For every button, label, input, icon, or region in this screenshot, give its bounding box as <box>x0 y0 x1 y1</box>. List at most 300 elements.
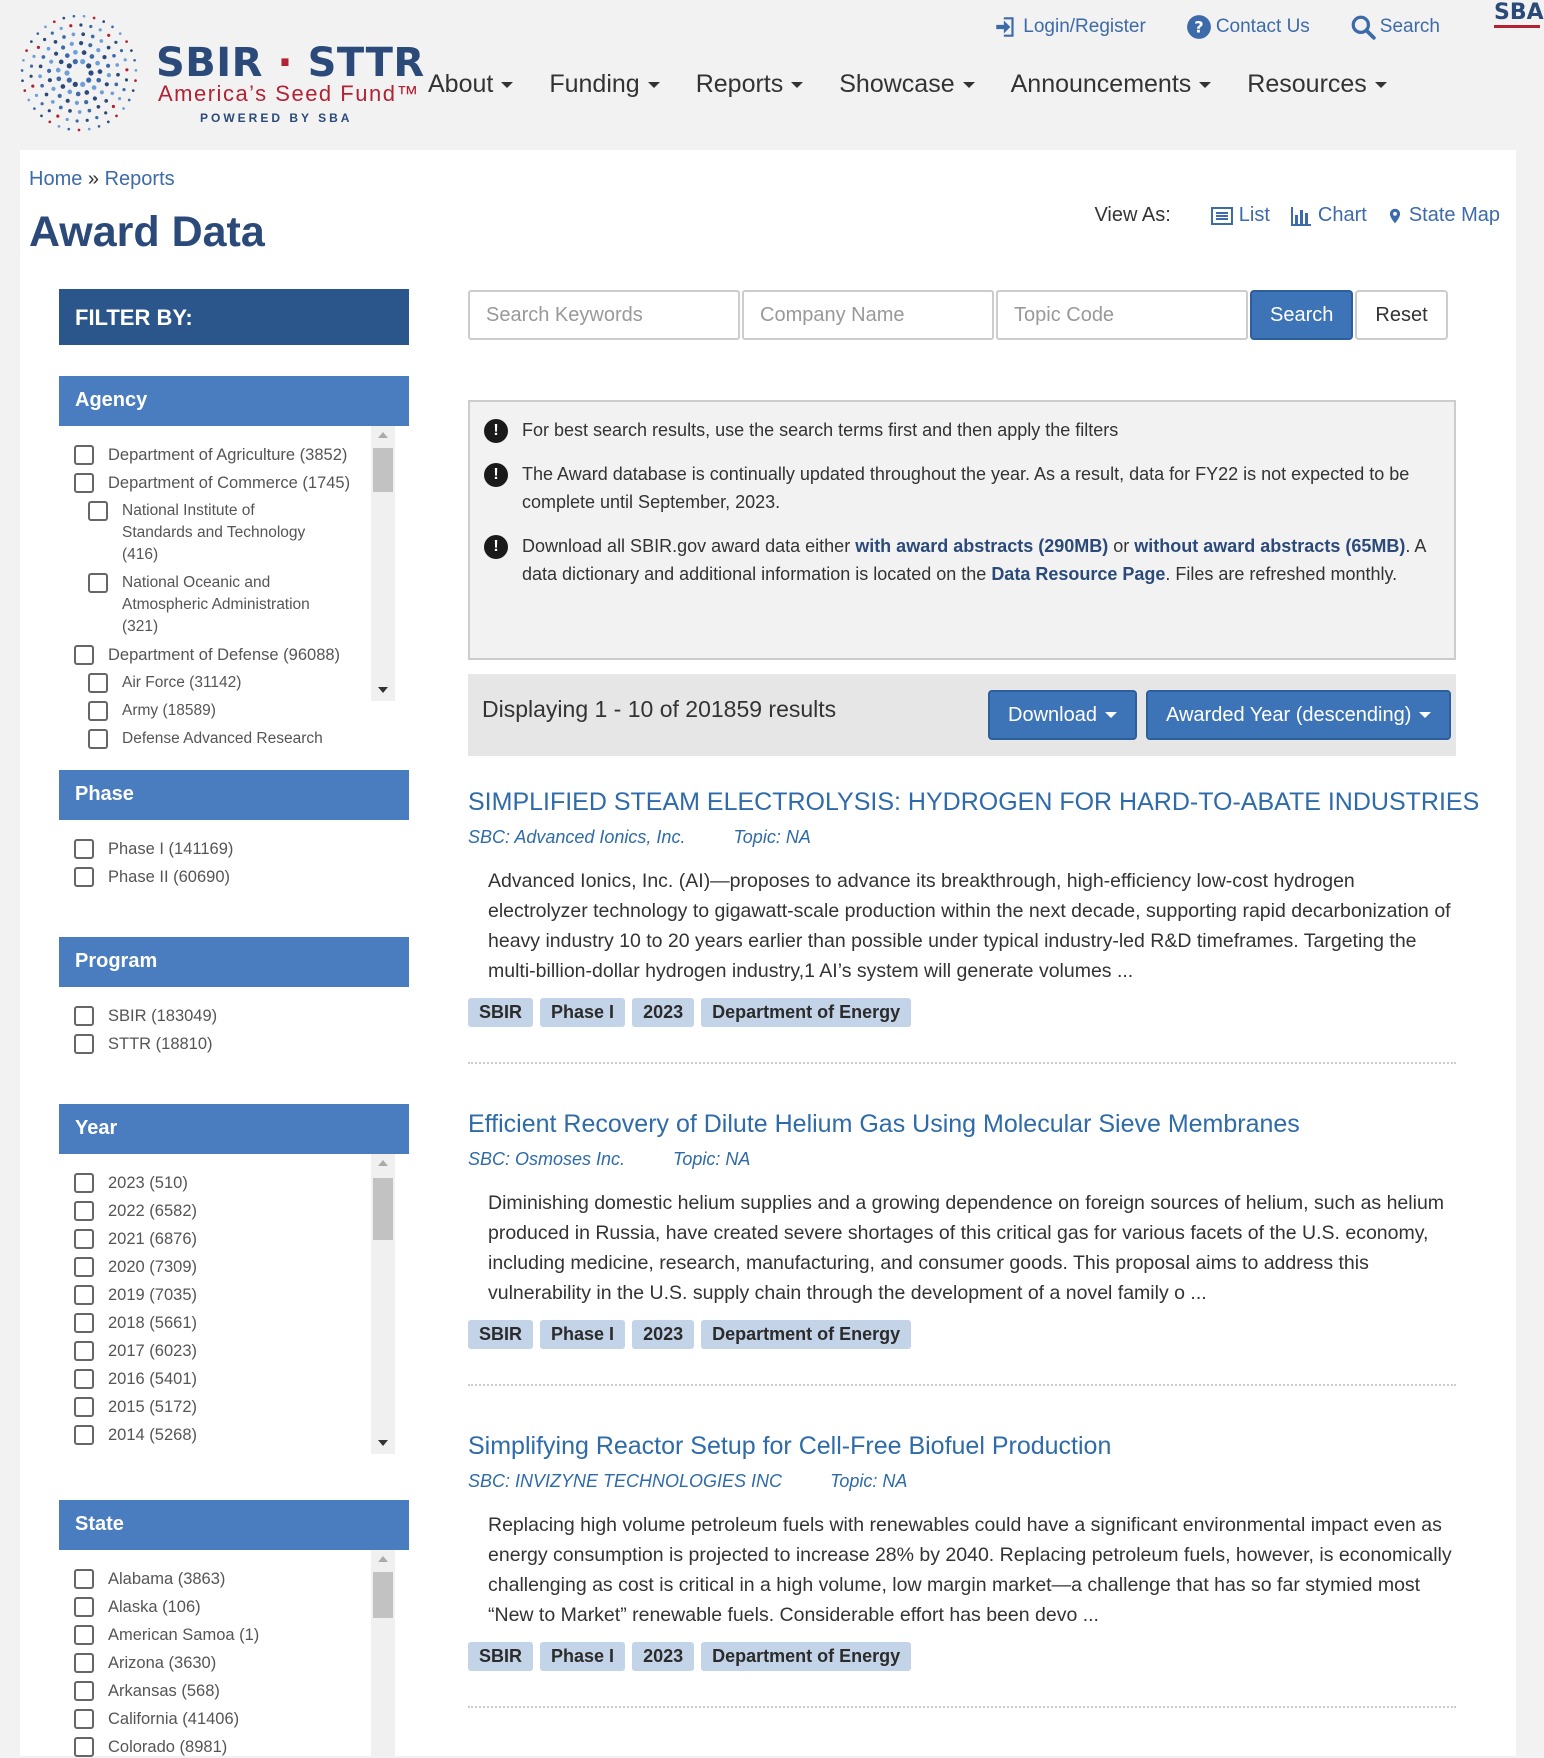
sort-dropdown[interactable]: Awarded Year (descending) <box>1146 690 1451 740</box>
result-item <box>468 1110 1456 1349</box>
checkbox[interactable] <box>74 1625 94 1645</box>
logo-dot <box>44 26 47 29</box>
filter-agency-title: Agency <box>59 376 409 426</box>
checkbox[interactable] <box>88 501 108 521</box>
caret-down-icon <box>1199 82 1211 88</box>
logo-dot <box>73 82 78 87</box>
filter-option[interactable]: Department of Defense (96088) <box>74 644 409 666</box>
logo-dot <box>118 97 121 100</box>
nav-reports[interactable]: Reports <box>696 70 804 99</box>
filter-option[interactable]: Air Force (31142) <box>74 672 409 694</box>
logo-dot <box>125 68 128 71</box>
filter-option[interactable]: American Samoa (1) <box>74 1624 409 1646</box>
logo-title: SBIR · STTR <box>156 40 425 86</box>
nav-funding[interactable]: Funding <box>549 70 659 99</box>
filter-option[interactable]: 2014 (5268) <box>74 1424 409 1446</box>
logo-dot <box>23 89 26 92</box>
nav-about[interactable]: About <box>428 70 513 99</box>
view-state-map-link[interactable]: State Map <box>1387 204 1500 227</box>
logo-dot <box>51 100 55 104</box>
logo-dot <box>93 96 97 100</box>
checkbox[interactable] <box>74 1737 94 1757</box>
filter-option[interactable]: California (41406) <box>74 1708 409 1730</box>
logo-dot <box>93 17 96 20</box>
result-item <box>468 788 1480 1027</box>
logo-dot <box>122 107 125 110</box>
logo-dot <box>80 59 85 64</box>
tag-program: SBIR <box>468 998 533 1027</box>
logo-dot <box>88 43 92 47</box>
filter-option[interactable]: Alaska (106) <box>74 1596 409 1618</box>
main-nav <box>428 70 1423 99</box>
topic-code-input[interactable] <box>996 290 1248 340</box>
filter-state-title: State <box>59 1500 409 1550</box>
logo-dot <box>72 33 76 37</box>
filter-state-list <box>59 1550 409 1756</box>
logo-dot <box>30 40 33 43</box>
logo-dot <box>80 82 85 87</box>
logo-dot <box>61 45 65 49</box>
with-abstracts-link[interactable]: with award abstracts (290MB) <box>855 536 1109 556</box>
logo-dot <box>102 55 106 59</box>
result-divider <box>468 1062 1456 1064</box>
logo-dot <box>110 91 114 95</box>
checkbox[interactable] <box>74 867 94 887</box>
download-dropdown[interactable]: Download <box>988 690 1137 740</box>
sbir-sttr-logo[interactable] <box>16 12 425 132</box>
exclamation-icon: ! <box>484 463 508 487</box>
filter-agency <box>59 376 409 747</box>
filter-option[interactable]: Alabama (3863) <box>74 1568 409 1590</box>
logo-dot <box>61 84 66 89</box>
logo-dot <box>91 35 95 39</box>
state-scrollbar[interactable] <box>371 1550 395 1756</box>
logo-dot <box>70 42 74 46</box>
checkbox[interactable] <box>74 645 94 665</box>
filter-program-title: Program <box>59 937 409 987</box>
filter-option[interactable]: Arizona (3630) <box>74 1652 409 1674</box>
list-icon <box>1211 205 1233 227</box>
result-abstract: Diminishing domestic helium supplies and a growing dependence on foreign sources of helium, such as helium produced in Russia, have created severe shortages of this critical gas for various facets of the U.S. economy, including medicine, research, manufacturing, and consumer goods. This proposal aims to address this vulnerability in the U.S. supply chain through the development of a novel family o ... <box>488 1192 1445 1304</box>
tag-phase: Phase I <box>540 1642 625 1671</box>
logo-dot <box>42 55 46 59</box>
logo-dot <box>107 121 110 124</box>
logo-dot <box>35 94 38 97</box>
logo-dot <box>86 63 91 68</box>
logo-powered-by: POWERED BY SBA <box>200 111 353 125</box>
result-tags <box>468 1642 1456 1671</box>
checkbox[interactable] <box>74 1369 94 1389</box>
checkbox[interactable] <box>74 1173 94 1193</box>
filter-option[interactable]: Phase II (60690) <box>74 866 409 888</box>
logo-dot <box>73 59 78 64</box>
logo-dot <box>83 15 86 18</box>
content-card <box>20 150 1516 1756</box>
logo-dot <box>88 109 92 113</box>
logo-dot <box>111 26 114 29</box>
logo-dot <box>47 47 51 51</box>
logo-dot <box>84 90 89 95</box>
filter-option[interactable]: Department of Agriculture (3852) <box>74 444 409 466</box>
nav-showcase[interactable]: Showcase <box>839 70 974 99</box>
checkbox[interactable] <box>74 1569 94 1589</box>
data-resource-page-link[interactable]: Data Resource Page <box>991 564 1166 584</box>
logo-dot <box>97 105 101 109</box>
logo-dot <box>56 76 61 81</box>
company-name-input[interactable] <box>742 290 994 340</box>
filter-program <box>59 937 409 1061</box>
contact-us-link[interactable]: ? Contact Us <box>1186 14 1310 40</box>
bar-chart-icon <box>1290 205 1312 227</box>
logo-dot <box>114 83 118 87</box>
checkbox[interactable] <box>88 573 108 593</box>
result-meta: SBC: INVIZYNE TECHNOLOGIES INC Topic: NA <box>468 1471 908 1491</box>
tag-phase: Phase I <box>540 1320 625 1349</box>
tag-year: 2023 <box>632 998 694 1027</box>
result-divider <box>468 1384 1456 1386</box>
nav-resources[interactable]: Resources <box>1247 70 1387 99</box>
map-marker-icon <box>1387 205 1403 227</box>
scroll-thumb[interactable] <box>373 1572 393 1618</box>
logo-dot <box>62 17 65 20</box>
logo-dot <box>122 88 125 91</box>
help-circle-icon <box>1186 14 1212 40</box>
logo-dot <box>84 100 88 104</box>
logo-dot <box>39 65 43 69</box>
result-abstract: Replacing high volume petroleum fuels with renewables could have a significant environmental impact even as energy consumption is projected to increase 28% by 2040. Replacing petroleum fuels, however, is economically challenging as cost is critical in a high volume, low margin market—a challenge that has so far stymied most “New to Market” renewable fuels. Considerable effort has been devo ... <box>488 1514 1452 1626</box>
logo-dot <box>54 52 58 56</box>
caret-down-icon <box>963 82 975 88</box>
logo-dot <box>92 85 97 90</box>
filter-option[interactable]: Phase I (141169) <box>74 838 409 860</box>
logo-dot <box>114 41 117 44</box>
logo-dot <box>128 99 131 102</box>
breadcrumb-reports[interactable]: Reports <box>104 168 175 190</box>
filter-year-title: Year <box>59 1104 409 1154</box>
caret-down-icon <box>501 82 513 88</box>
checkbox[interactable] <box>88 673 108 693</box>
result-title-link[interactable]: Simplifying Reactor Setup for Cell-Free Biofuel Production <box>468 1432 1112 1460</box>
logo-dot <box>96 48 100 52</box>
logo-dot <box>54 40 58 44</box>
logo-dot <box>107 46 111 50</box>
search-keywords-input[interactable] <box>468 290 740 340</box>
filter-option[interactable]: 2019 (7035) <box>74 1284 409 1306</box>
sba-logo[interactable]: SBA <box>1494 0 1540 36</box>
filter-option[interactable]: 2017 (6023) <box>74 1340 409 1362</box>
logo-dot <box>45 93 49 97</box>
logo-dot <box>106 64 110 68</box>
logo-dot <box>62 35 66 39</box>
logo-dot <box>76 92 81 97</box>
logo-dot <box>79 23 82 26</box>
svg-text:?: ? <box>1194 17 1204 37</box>
agency-scrollbar[interactable] <box>371 426 395 701</box>
results-count: Displaying 1 - 10 of 201859 results <box>482 696 837 722</box>
logo-dot <box>21 79 24 82</box>
tag-agency: Department of Energy <box>701 1320 911 1349</box>
view-chart-link[interactable]: Chart <box>1290 204 1367 227</box>
logo-dot <box>112 105 115 108</box>
filter-option[interactable]: 2020 (7309) <box>74 1256 409 1278</box>
scroll-down-icon[interactable] <box>378 687 388 693</box>
logo-dot <box>37 46 40 49</box>
tag-program: SBIR <box>468 1320 533 1349</box>
logo-dot <box>100 90 104 94</box>
exclamation-icon: ! <box>484 535 508 559</box>
logo-dot <box>56 68 61 73</box>
filter-phase-list <box>59 820 409 888</box>
logo-dot <box>36 32 39 35</box>
checkbox[interactable] <box>74 1006 94 1026</box>
filter-option[interactable]: Defense Advanced Research <box>74 728 409 750</box>
logo-dot <box>67 63 72 68</box>
logo-dot <box>135 69 138 72</box>
logo-dot <box>59 60 64 65</box>
logo-dot <box>53 20 56 23</box>
checkbox[interactable] <box>88 729 108 749</box>
filter-agency-list <box>59 426 409 747</box>
logo-dot <box>125 78 128 81</box>
logo-dot <box>116 73 120 77</box>
without-abstracts-link[interactable]: without award abstracts (65MB) <box>1134 536 1406 556</box>
logo-dot <box>30 65 33 68</box>
logo-dot <box>43 38 46 41</box>
filter-option[interactable]: 2016 (5401) <box>74 1368 409 1390</box>
logo-dot <box>78 129 81 132</box>
logo-dot <box>124 58 127 61</box>
logo-dot <box>78 110 82 114</box>
logo-dot <box>112 54 116 58</box>
tag-agency: Department of Energy <box>701 1642 911 1671</box>
year-scrollbar[interactable] <box>371 1154 395 1454</box>
logo-dot <box>115 115 118 118</box>
result-abstract: Advanced Ionics, Inc. (AI)—proposes to advance its breakthrough, high-efficiency low-cost hydrogen electrolyzer technology to gigawatt-scale production within the next decade, supporting rapid decarbonization of heavy industry 10 to 20 years earlier than possible under typical industry-led R&D timeframes. Targeting the multi-billion-dollar hydrogen industry,1 AI’s system will generate volumes ... <box>488 870 1451 982</box>
logo-dot <box>67 90 72 95</box>
logo-dot <box>66 118 69 121</box>
filter-option[interactable]: Colorado (8981) <box>74 1736 409 1758</box>
reset-button[interactable]: Reset <box>1355 290 1447 340</box>
checkbox[interactable] <box>74 1597 94 1617</box>
logo-dot <box>90 54 95 59</box>
logo-dot <box>58 94 62 98</box>
logo-dot <box>32 55 35 58</box>
checkbox[interactable] <box>74 1709 94 1729</box>
logo-dot <box>107 73 111 77</box>
result-divider <box>468 1706 1456 1708</box>
logo-dot <box>56 115 59 118</box>
logo-dot <box>38 74 42 78</box>
checkbox[interactable] <box>74 445 94 465</box>
checkbox[interactable] <box>74 1313 94 1333</box>
logo-dot <box>82 50 87 55</box>
scroll-thumb[interactable] <box>373 448 393 492</box>
logo-dot <box>76 119 79 122</box>
filter-option[interactable]: 2023 (510) <box>74 1172 409 1194</box>
filter-year-list <box>59 1154 409 1454</box>
scroll-up-icon[interactable] <box>378 432 388 438</box>
search-icon <box>1350 14 1376 40</box>
scroll-up-icon[interactable] <box>378 1556 388 1562</box>
logo-dot <box>51 32 54 35</box>
info-line: ! For best search results, use the search terms first and then apply the filters <box>484 416 1430 444</box>
logo-dot <box>86 78 91 83</box>
exclamation-icon: ! <box>484 419 508 443</box>
checkbox[interactable] <box>74 1034 94 1054</box>
checkbox[interactable] <box>74 1201 94 1221</box>
logo-dot <box>68 109 72 113</box>
logo-dot <box>66 99 70 103</box>
logo-dot <box>64 70 69 75</box>
logo-dot <box>79 41 83 45</box>
logo-dot <box>102 20 105 23</box>
filter-option[interactable]: 2015 (5172) <box>74 1396 409 1418</box>
logo-dot <box>69 24 72 27</box>
result-meta: SBC: Advanced Ionics, Inc. Topic: NA <box>468 827 811 847</box>
tag-year: 2023 <box>632 1320 694 1349</box>
logo-dot <box>132 89 135 92</box>
logo-dot <box>99 28 102 31</box>
logo-dot <box>47 69 51 73</box>
nav-announcements[interactable]: Announcements <box>1011 70 1212 99</box>
logo-dot <box>58 125 61 128</box>
logo-dot <box>99 39 103 43</box>
filter-option[interactable]: National Oceanic and Atmospheric Administration (321) <box>74 572 324 638</box>
tag-phase: Phase I <box>540 998 625 1027</box>
logo-dot <box>67 78 72 83</box>
filter-option[interactable]: Army (18589) <box>74 700 409 722</box>
logo-dot <box>25 49 28 52</box>
view-list-link[interactable]: List <box>1211 204 1270 227</box>
results-toolbar <box>468 674 1456 756</box>
logo-dot <box>115 63 119 67</box>
logo-dot <box>120 49 123 52</box>
logo-dot <box>133 59 136 62</box>
logo-dot <box>125 40 128 43</box>
tag-agency: Department of Energy <box>701 998 911 1027</box>
checkbox[interactable] <box>74 1285 94 1305</box>
checkbox[interactable] <box>74 1653 94 1673</box>
logo-dot <box>88 128 91 131</box>
logo-dot <box>96 78 101 83</box>
logo-dot <box>134 79 137 82</box>
logo-dot <box>48 78 52 82</box>
logo-dot <box>89 25 92 28</box>
logo-dot <box>104 111 107 114</box>
logo-dot <box>98 69 103 74</box>
search-button[interactable]: Search <box>1250 290 1353 340</box>
logo-dot <box>98 125 101 128</box>
filter-option[interactable]: 2022 (6582) <box>74 1200 409 1222</box>
logo-dot <box>73 50 78 55</box>
filter-option[interactable]: STTR (18810) <box>74 1033 409 1055</box>
info-line: ! The Award database is continually updated throughout the year. As a result, data for FY22 is not expected to be complete until September, 2023. <box>484 460 1430 516</box>
logo-dot <box>40 84 44 88</box>
result-title-link[interactable]: SIMPLIFIED STEAM ELECTROLYSIS: HYDROGEN FOR HARD-TO-ABATE INDUSTRIES <box>468 788 1480 816</box>
logo-dot <box>119 32 122 35</box>
filter-year <box>59 1104 409 1454</box>
filter-option[interactable]: Arkansas (568) <box>74 1680 409 1702</box>
logo-dot <box>65 53 70 58</box>
logo-dot <box>27 99 30 102</box>
logo-dot <box>21 69 24 72</box>
filter-option[interactable]: 2021 (6876) <box>74 1228 409 1250</box>
filter-state <box>59 1500 409 1756</box>
checkbox[interactable] <box>74 1425 94 1445</box>
info-notice <box>468 400 1456 660</box>
caret-down-icon <box>791 82 803 88</box>
logo-dot <box>51 87 55 91</box>
logo-dot <box>48 121 51 124</box>
logo-dot <box>22 59 25 62</box>
filter-option[interactable]: 2018 (5661) <box>74 1312 409 1334</box>
result-title-link[interactable]: Efficient Recovery of Dilute Helium Gas Using Molecular Sieve Membranes <box>468 1110 1300 1138</box>
checkbox[interactable] <box>88 701 108 721</box>
filter-phase-title: Phase <box>59 770 409 820</box>
scroll-up-icon[interactable] <box>378 1160 388 1166</box>
scroll-down-icon[interactable] <box>378 1440 388 1446</box>
logo-dot <box>31 85 34 88</box>
caret-down-icon <box>1419 712 1431 718</box>
caret-down-icon <box>1105 712 1117 718</box>
checkbox[interactable] <box>74 1681 94 1701</box>
filter-program-list <box>59 987 409 1055</box>
checkbox[interactable] <box>74 1257 94 1277</box>
login-icon <box>993 14 1019 40</box>
site-header <box>0 0 1544 150</box>
checkbox[interactable] <box>74 473 94 493</box>
checkbox[interactable] <box>74 1397 94 1417</box>
page-title: Award Data <box>29 208 265 256</box>
filter-phase <box>59 770 409 894</box>
checkbox[interactable] <box>74 1229 94 1249</box>
checkbox[interactable] <box>74 839 94 859</box>
info-line: ! Download all SBIR.gov award data either with award abstracts (290MB) or without award abstracts (65MB). A data dictionary and additional information is located on the Data Resource Page. Files are refreshed monthly. <box>484 532 1430 588</box>
logo-dot <box>95 116 98 119</box>
caret-down-icon <box>1375 82 1387 88</box>
filter-option[interactable]: National Institute of Standards and Technology (416) <box>74 500 324 566</box>
logo-dot <box>107 34 110 37</box>
header-search-link[interactable]: Search <box>1350 14 1440 40</box>
logo-dot <box>88 70 93 75</box>
tag-program: SBIR <box>468 1642 533 1671</box>
search-form <box>468 290 1448 340</box>
logo-dot <box>48 109 51 112</box>
logo-dot <box>40 115 43 118</box>
logo-dot <box>30 75 33 78</box>
scroll-thumb[interactable] <box>373 1178 393 1240</box>
result-tags <box>468 998 1456 1027</box>
filter-option[interactable]: SBIR (183049) <box>74 1005 409 1027</box>
logo-dot <box>67 128 70 131</box>
logo-dot <box>41 102 44 105</box>
logo-dot <box>60 27 63 30</box>
checkbox[interactable] <box>74 1341 94 1361</box>
result-meta: SBC: Osmoses Inc. Topic: NA <box>468 1149 751 1169</box>
logo-dot <box>59 106 63 110</box>
login-register-link[interactable]: Login/Register <box>993 14 1146 40</box>
logo-dot <box>73 15 76 18</box>
view-as-switcher: View As: List Chart State Map <box>1094 204 1500 226</box>
filter-option[interactable]: Department of Commerce (1745) <box>74 472 409 494</box>
logo-dot <box>75 101 79 105</box>
logo-dot <box>81 32 85 36</box>
logo-dot <box>33 107 36 110</box>
logo-dot <box>104 99 108 103</box>
breadcrumb-home[interactable]: Home <box>29 168 83 190</box>
breadcrumb: Home » Reports <box>29 168 175 190</box>
logo-dot <box>130 49 133 52</box>
